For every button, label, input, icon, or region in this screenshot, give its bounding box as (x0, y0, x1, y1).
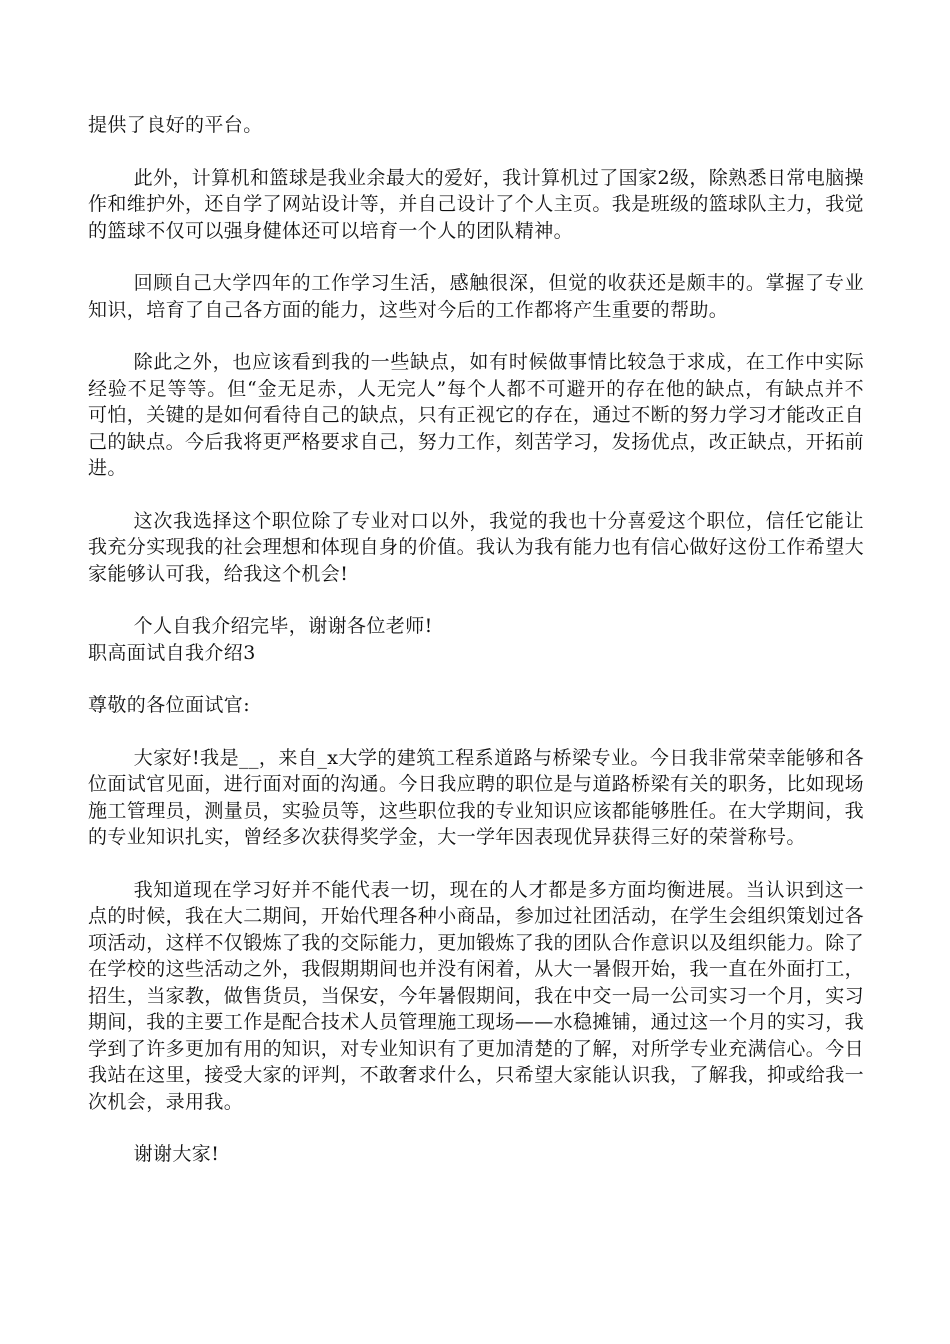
paragraph-hobbies: 此外，计算机和篮球是我业余最大的爱好，我计算机过了国家2级，除熟悉日常电脑操作和维护外，还自学了网站设计等，并自己设计了个人主页。我是班级的篮球队主力，我觉的篮球不仅可以强身健体还可以培育一个人的团队精神。 (88, 166, 865, 242)
paragraph-shortcomings: 除此之外，也应该看到我的一些缺点，如有时候做事情比较急于求成，在工作中实际经验不足等等。但“金无足赤，人无完人”每个人都不可避开的存在他的缺点，有缺点并不可怕，关键的是如何看待自己的缺点，只有正视它的存在，通过不断的努力学习才能改正自己的缺点。今后我将更严格要求自己，努力工作，刻苦学习，发扬优点，改正缺点，开拓前进。 (88, 351, 865, 479)
paragraph-continuation: 提供了良好的平台。 (88, 114, 263, 136)
salutation: 尊敬的各位面试官: (88, 694, 251, 716)
paragraph-position-choice: 这次我选择这个职位除了专业对口以外，我觉的我也十分喜爱这个职位，信任它能让我充分实现我的社会理想和体现自身的价值。我认为我有能力也有信心做好这份工作希望大家能够认可我，给我这个机会! (88, 509, 865, 585)
paragraph-review: 回顾自己大学四年的工作学习生活，感触很深，但觉的收获还是颇丰的。掌握了专业知识，培育了自己各方面的能力，这些对今后的工作都将产生重要的帮助。 (88, 272, 864, 321)
paragraph-thanks: 谢谢大家! (133, 1143, 220, 1165)
document-body (88, 112, 864, 1194)
paragraph-introduction: 大家好!我是__，来自_x大学的建筑工程系道路与桥梁专业。今日我非常荣幸能够和各位面试官见面，进行面对面的沟通。今日我应聘的职位是与道路桥梁有关的职务，比如现场施工管理员，测量员，实验员等，这些职位我的专业知识应该都能够胜任。在大学期间，我的专业知识扎实，曾经多次获得奖学金，大一学年因表现优异获得三好的荣誉称号。 (88, 746, 865, 848)
section-heading: 职高面试自我介绍3 (88, 641, 256, 664)
paragraph-experience: 我知道现在学习好并不能代表一切，现在的人才都是多方面均衡进展。当认识到这一点的时候，我在大二期间，开始代理各种小商品，参加过社团活动，在学生会组织策划过各项活动，这样不仅锻炼了我的交际能力，更加锻炼了我的团队合作意识以及组织能力。除了在学校的这些活动之外，我假期期间也并没有闲着，从大一暑假开始，我一直在外面打工，招生，当家教，做售货员，当保安，今年暑假期间，我在中交一局一公司实习一个月，实习期间，我的主要工作是配合技术人员管理施工现场——水稳摊铺，通过这一个月的实习，我学到了许多更加有用的知识，对专业知识有了更加清楚的了解，对所学专业充满信心。今日我站在这里，接受大家的评判，不敢奢求什么，只希望大家能认识我，了解我，抑或给我一次机会，录用我。 (88, 878, 865, 1113)
paragraph-closing: 个人自我介绍完毕，谢谢各位老师! (133, 615, 433, 637)
